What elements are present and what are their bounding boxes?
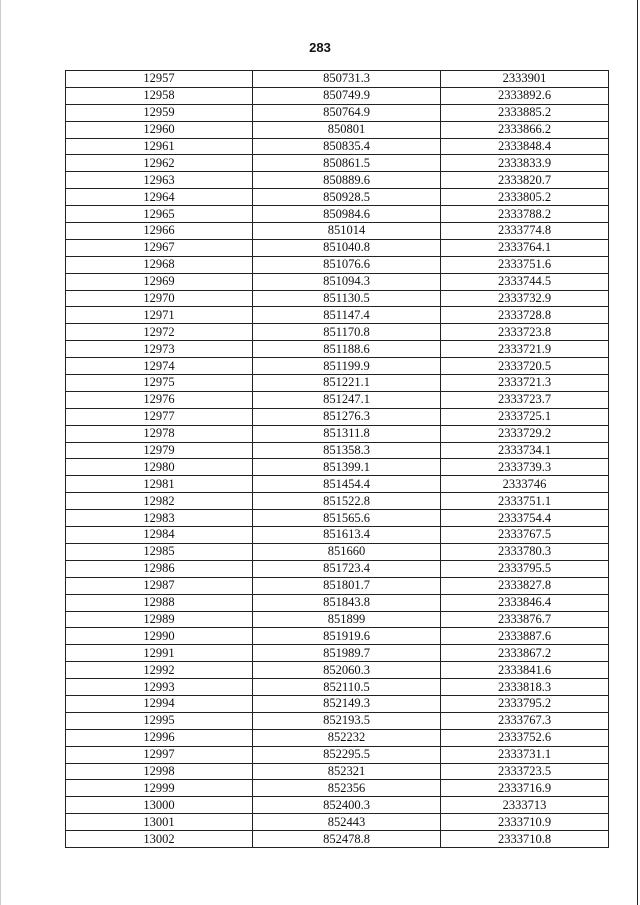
point-number-cell: 12957 (66, 71, 253, 88)
table-row (66, 679, 609, 696)
x-coordinate-cell: 851221.1 (253, 375, 441, 392)
x-coordinate-cell: 850835.4 (253, 138, 441, 155)
y-coordinate-cell: 2333848.4 (441, 138, 609, 155)
table-row (66, 121, 609, 138)
point-number-cell: 12967 (66, 239, 253, 256)
x-coordinate-cell: 851170.8 (253, 324, 441, 341)
page-edge-right (637, 0, 638, 905)
x-coordinate-cell: 852232 (253, 729, 441, 746)
x-coordinate-cell: 851919.6 (253, 628, 441, 645)
point-number-cell: 12968 (66, 256, 253, 273)
y-coordinate-cell: 2333754.4 (441, 510, 609, 527)
y-coordinate-cell: 2333780.3 (441, 543, 609, 560)
table-row (66, 662, 609, 679)
y-coordinate-cell: 2333767.5 (441, 527, 609, 544)
y-coordinate-cell: 2333710.9 (441, 814, 609, 831)
y-coordinate-cell: 2333885.2 (441, 104, 609, 121)
y-coordinate-cell: 2333767.3 (441, 712, 609, 729)
point-number-cell: 12991 (66, 645, 253, 662)
x-coordinate-cell: 851014 (253, 223, 441, 240)
point-number-cell: 12997 (66, 746, 253, 763)
y-coordinate-cell: 2333820.7 (441, 172, 609, 189)
table-row (66, 442, 609, 459)
table-row (66, 729, 609, 746)
table-row (66, 375, 609, 392)
coordinates-table-body (66, 71, 609, 848)
table-row (66, 239, 609, 256)
point-number-cell: 12963 (66, 172, 253, 189)
point-number-cell: 13002 (66, 831, 253, 848)
x-coordinate-cell: 852295.5 (253, 746, 441, 763)
x-coordinate-cell: 851188.6 (253, 341, 441, 358)
y-coordinate-cell: 2333723.5 (441, 763, 609, 780)
y-coordinate-cell: 2333732.9 (441, 290, 609, 307)
table-row (66, 290, 609, 307)
table-row (66, 104, 609, 121)
y-coordinate-cell: 2333788.2 (441, 206, 609, 223)
x-coordinate-cell: 852149.3 (253, 695, 441, 712)
y-coordinate-cell: 2333827.8 (441, 577, 609, 594)
y-coordinate-cell: 2333744.5 (441, 273, 609, 290)
y-coordinate-cell: 2333729.2 (441, 425, 609, 442)
x-coordinate-cell: 851660 (253, 543, 441, 560)
point-number-cell: 12973 (66, 341, 253, 358)
point-number-cell: 12980 (66, 459, 253, 476)
x-coordinate-cell: 852400.3 (253, 797, 441, 814)
point-number-cell: 12985 (66, 543, 253, 560)
y-coordinate-cell: 2333892.6 (441, 87, 609, 104)
table-row (66, 476, 609, 493)
table-row (66, 189, 609, 206)
table-row (66, 763, 609, 780)
x-coordinate-cell: 852356 (253, 780, 441, 797)
x-coordinate-cell: 850928.5 (253, 189, 441, 206)
y-coordinate-cell: 2333723.8 (441, 324, 609, 341)
table-row (66, 560, 609, 577)
x-coordinate-cell: 850889.6 (253, 172, 441, 189)
point-number-cell: 12996 (66, 729, 253, 746)
table-row (66, 577, 609, 594)
x-coordinate-cell: 852443 (253, 814, 441, 831)
point-number-cell: 12998 (66, 763, 253, 780)
y-coordinate-cell: 2333867.2 (441, 645, 609, 662)
table-row (66, 223, 609, 240)
table-row (66, 814, 609, 831)
table-row (66, 611, 609, 628)
y-coordinate-cell: 2333795.5 (441, 560, 609, 577)
point-number-cell: 12977 (66, 408, 253, 425)
x-coordinate-cell: 850749.9 (253, 87, 441, 104)
point-number-cell: 12964 (66, 189, 253, 206)
table-row (66, 256, 609, 273)
point-number-cell: 12959 (66, 104, 253, 121)
point-number-cell: 12986 (66, 560, 253, 577)
y-coordinate-cell: 2333818.3 (441, 679, 609, 696)
y-coordinate-cell: 2333866.2 (441, 121, 609, 138)
y-coordinate-cell: 2333846.4 (441, 594, 609, 611)
x-coordinate-cell: 851040.8 (253, 239, 441, 256)
y-coordinate-cell: 2333751.6 (441, 256, 609, 273)
x-coordinate-cell: 851147.4 (253, 307, 441, 324)
table-row (66, 746, 609, 763)
x-coordinate-cell: 851801.7 (253, 577, 441, 594)
y-coordinate-cell: 2333841.6 (441, 662, 609, 679)
y-coordinate-cell: 2333774.8 (441, 223, 609, 240)
x-coordinate-cell: 850801 (253, 121, 441, 138)
x-coordinate-cell: 850861.5 (253, 155, 441, 172)
point-number-cell: 12972 (66, 324, 253, 341)
y-coordinate-cell: 2333901 (441, 71, 609, 88)
point-number-cell: 12958 (66, 87, 253, 104)
table-row (66, 425, 609, 442)
table-row (66, 206, 609, 223)
table-row (66, 712, 609, 729)
table-row (66, 408, 609, 425)
point-number-cell: 12982 (66, 493, 253, 510)
x-coordinate-cell: 851899 (253, 611, 441, 628)
point-number-cell: 12976 (66, 391, 253, 408)
point-number-cell: 12975 (66, 375, 253, 392)
point-number-cell: 12993 (66, 679, 253, 696)
table-row (66, 459, 609, 476)
table-row (66, 695, 609, 712)
table-row (66, 358, 609, 375)
table-row (66, 797, 609, 814)
point-number-cell: 12984 (66, 527, 253, 544)
x-coordinate-cell: 851276.3 (253, 408, 441, 425)
x-coordinate-cell: 851076.6 (253, 256, 441, 273)
y-coordinate-cell: 2333713 (441, 797, 609, 814)
point-number-cell: 12990 (66, 628, 253, 645)
table-row (66, 645, 609, 662)
table-row (66, 510, 609, 527)
y-coordinate-cell: 2333833.9 (441, 155, 609, 172)
x-coordinate-cell: 851843.8 (253, 594, 441, 611)
point-number-cell: 12995 (66, 712, 253, 729)
table-row (66, 155, 609, 172)
x-coordinate-cell: 850764.9 (253, 104, 441, 121)
point-number-cell: 13000 (66, 797, 253, 814)
table-row (66, 594, 609, 611)
point-number-cell: 12994 (66, 695, 253, 712)
table-row (66, 391, 609, 408)
table-row (66, 172, 609, 189)
x-coordinate-cell: 851399.1 (253, 459, 441, 476)
x-coordinate-cell: 850731.3 (253, 71, 441, 88)
table-row (66, 831, 609, 848)
page-number: 283 (309, 40, 331, 55)
point-number-cell: 12992 (66, 662, 253, 679)
table-row (66, 543, 609, 560)
y-coordinate-cell: 2333721.9 (441, 341, 609, 358)
point-number-cell: 12966 (66, 223, 253, 240)
point-number-cell: 12970 (66, 290, 253, 307)
x-coordinate-cell: 850984.6 (253, 206, 441, 223)
x-coordinate-cell: 851358.3 (253, 442, 441, 459)
x-coordinate-cell: 851522.8 (253, 493, 441, 510)
table-row (66, 780, 609, 797)
x-coordinate-cell: 851247.1 (253, 391, 441, 408)
point-number-cell: 12962 (66, 155, 253, 172)
y-coordinate-cell: 2333728.8 (441, 307, 609, 324)
y-coordinate-cell: 2333716.9 (441, 780, 609, 797)
point-number-cell: 12960 (66, 121, 253, 138)
x-coordinate-cell: 852193.5 (253, 712, 441, 729)
point-number-cell: 12971 (66, 307, 253, 324)
y-coordinate-cell: 2333721.3 (441, 375, 609, 392)
x-coordinate-cell: 851454.4 (253, 476, 441, 493)
x-coordinate-cell: 852321 (253, 763, 441, 780)
point-number-cell: 12961 (66, 138, 253, 155)
x-coordinate-cell: 851130.5 (253, 290, 441, 307)
coordinates-table (65, 70, 609, 848)
point-number-cell: 13001 (66, 814, 253, 831)
table-row (66, 628, 609, 645)
point-number-cell: 12988 (66, 594, 253, 611)
point-number-cell: 12979 (66, 442, 253, 459)
table-row (66, 273, 609, 290)
y-coordinate-cell: 2333731.1 (441, 746, 609, 763)
page-edge-left (0, 0, 1, 905)
table-row (66, 341, 609, 358)
table-row (66, 493, 609, 510)
y-coordinate-cell: 2333739.3 (441, 459, 609, 476)
point-number-cell: 12978 (66, 425, 253, 442)
y-coordinate-cell: 2333887.6 (441, 628, 609, 645)
point-number-cell: 12989 (66, 611, 253, 628)
point-number-cell: 12969 (66, 273, 253, 290)
x-coordinate-cell: 851989.7 (253, 645, 441, 662)
point-number-cell: 12965 (66, 206, 253, 223)
y-coordinate-cell: 2333805.2 (441, 189, 609, 206)
point-number-cell: 12999 (66, 780, 253, 797)
x-coordinate-cell: 851199.9 (253, 358, 441, 375)
y-coordinate-cell: 2333751.1 (441, 493, 609, 510)
y-coordinate-cell: 2333734.1 (441, 442, 609, 459)
y-coordinate-cell: 2333710.8 (441, 831, 609, 848)
point-number-cell: 12987 (66, 577, 253, 594)
table-row (66, 307, 609, 324)
x-coordinate-cell: 852060.3 (253, 662, 441, 679)
y-coordinate-cell: 2333764.1 (441, 239, 609, 256)
y-coordinate-cell: 2333725.1 (441, 408, 609, 425)
x-coordinate-cell: 851565.6 (253, 510, 441, 527)
y-coordinate-cell: 2333876.7 (441, 611, 609, 628)
y-coordinate-cell: 2333723.7 (441, 391, 609, 408)
point-number-cell: 12981 (66, 476, 253, 493)
y-coordinate-cell: 2333746 (441, 476, 609, 493)
x-coordinate-cell: 851723.4 (253, 560, 441, 577)
point-number-cell: 12983 (66, 510, 253, 527)
table-row (66, 324, 609, 341)
x-coordinate-cell: 851311.8 (253, 425, 441, 442)
point-number-cell: 12974 (66, 358, 253, 375)
y-coordinate-cell: 2333720.5 (441, 358, 609, 375)
y-coordinate-cell: 2333752.6 (441, 729, 609, 746)
table-row (66, 87, 609, 104)
x-coordinate-cell: 851094.3 (253, 273, 441, 290)
table-row (66, 138, 609, 155)
table-row (66, 527, 609, 544)
table-row (66, 71, 609, 88)
y-coordinate-cell: 2333795.2 (441, 695, 609, 712)
x-coordinate-cell: 851613.4 (253, 527, 441, 544)
x-coordinate-cell: 852478.8 (253, 831, 441, 848)
x-coordinate-cell: 852110.5 (253, 679, 441, 696)
